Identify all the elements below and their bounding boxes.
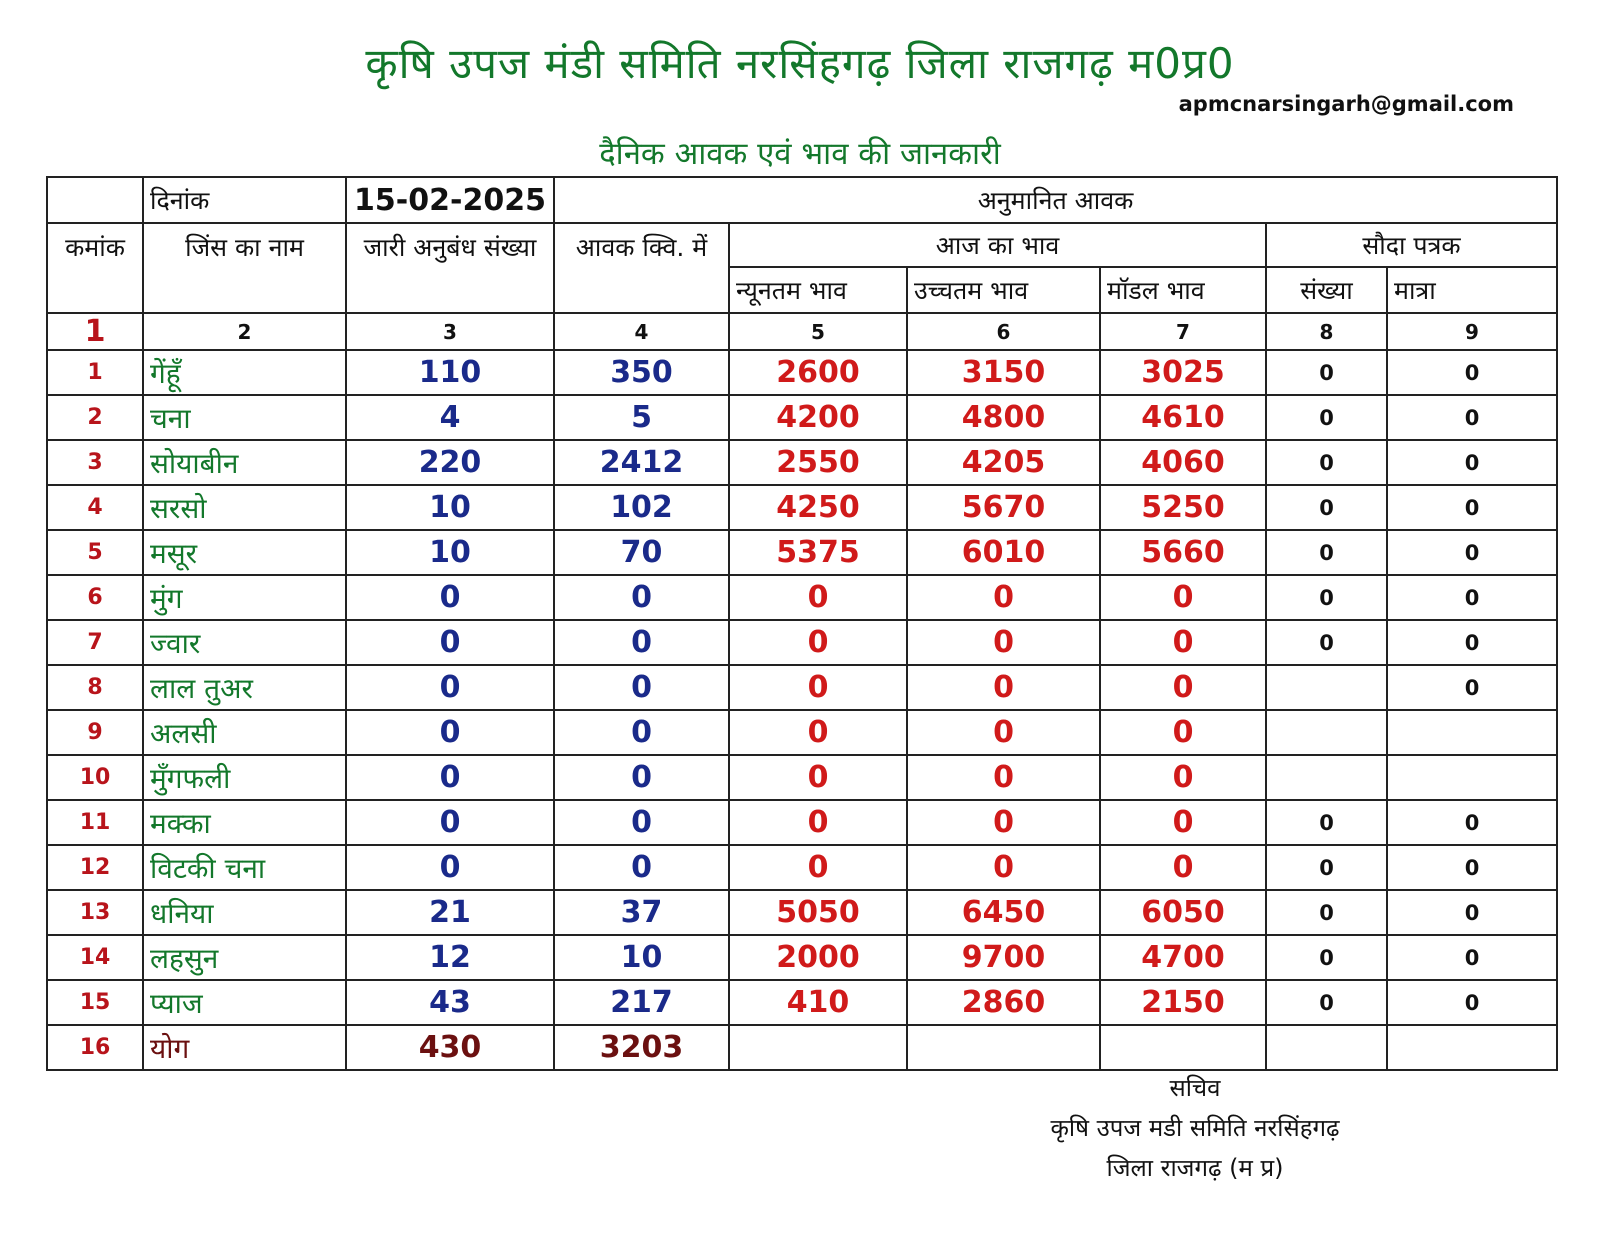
- min-rate: 2000: [729, 935, 907, 980]
- model-rate-header: मॉडल भाव: [1100, 267, 1266, 313]
- deal-count: 0: [1266, 395, 1387, 440]
- deal-quantity: 0: [1387, 485, 1557, 530]
- deal-count: [1266, 710, 1387, 755]
- table-row: [47, 440, 1557, 485]
- serial-number: 6: [47, 575, 143, 620]
- deal-count: 0: [1266, 440, 1387, 485]
- total-serial-number: 16: [47, 1025, 143, 1070]
- table-row: [47, 980, 1557, 1025]
- serial-number: 3: [47, 440, 143, 485]
- max-rate: 6450: [907, 890, 1100, 935]
- deal-count: [1266, 665, 1387, 710]
- contracts-count: 4: [346, 395, 554, 440]
- arrival-quantity: 102: [554, 485, 729, 530]
- contracts-header: जारी अनुबंध संख्या: [346, 223, 554, 313]
- rates-table: [46, 176, 1558, 1071]
- crop-name: मसूर: [143, 530, 346, 575]
- arrival-quantity: 0: [554, 620, 729, 665]
- report-subtitle: दैनिक आवक एवं भाव की जानकारी: [599, 136, 1001, 172]
- blank-header-cell: [47, 177, 143, 223]
- contracts-count: 0: [346, 575, 554, 620]
- arrival-quantity: 0: [554, 665, 729, 710]
- deal-count: 0: [1266, 530, 1387, 575]
- model-rate: 3025: [1100, 350, 1266, 395]
- crop-name: मुँगफली: [143, 755, 346, 800]
- deal-sheet-header: सौदा पत्रक: [1266, 223, 1557, 267]
- crop-name: धनिया: [143, 890, 346, 935]
- min-rate: 5050: [729, 890, 907, 935]
- deal-quantity: 0: [1387, 935, 1557, 980]
- deal-count: 0: [1266, 575, 1387, 620]
- deal-count: 0: [1266, 890, 1387, 935]
- crop-name: अलसी: [143, 710, 346, 755]
- model-rate: 0: [1100, 800, 1266, 845]
- table-row: [47, 935, 1557, 980]
- arrival-quantity: 0: [554, 755, 729, 800]
- quantity-header: मात्रा: [1387, 267, 1557, 313]
- page-title: कृषि उपज मंडी समिति नरसिंहगढ़ जिला राजगढ़ म0प्र0: [365, 39, 1235, 88]
- empty-cell: [1266, 1025, 1387, 1070]
- deal-count: 0: [1266, 980, 1387, 1025]
- serial-number: 15: [47, 980, 143, 1025]
- model-rate: 5250: [1100, 485, 1266, 530]
- contracts-count: 0: [346, 755, 554, 800]
- deal-count: 0: [1266, 620, 1387, 665]
- deal-quantity: [1387, 755, 1557, 800]
- min-rate: 5375: [729, 530, 907, 575]
- crop-name: गेंहूँ: [143, 350, 346, 395]
- min-rate: 0: [729, 755, 907, 800]
- arrival-quantity: 0: [554, 800, 729, 845]
- date-label: दिनांक: [143, 177, 346, 223]
- contracts-count: 110: [346, 350, 554, 395]
- model-rate: 4610: [1100, 395, 1266, 440]
- total-label: योग: [143, 1025, 346, 1070]
- contracts-count: 21: [346, 890, 554, 935]
- column-number: 5: [729, 313, 907, 350]
- deal-quantity: 0: [1387, 575, 1557, 620]
- total-row: [47, 1025, 1557, 1070]
- min-rate-header: न्यूनतम भाव: [729, 267, 907, 313]
- min-rate: 0: [729, 620, 907, 665]
- crop-name: मुंग: [143, 575, 346, 620]
- deal-count: [1266, 755, 1387, 800]
- contracts-count: 220: [346, 440, 554, 485]
- deal-count: 0: [1266, 800, 1387, 845]
- min-rate: 0: [729, 665, 907, 710]
- model-rate: 0: [1100, 665, 1266, 710]
- deal-quantity: 0: [1387, 665, 1557, 710]
- model-rate: 5660: [1100, 530, 1266, 575]
- total-contracts: 430: [346, 1025, 554, 1070]
- arrival-quantity: 70: [554, 530, 729, 575]
- max-rate: 0: [907, 575, 1100, 620]
- table-row: [47, 575, 1557, 620]
- model-rate: 4700: [1100, 935, 1266, 980]
- serial-number: 1: [47, 350, 143, 395]
- arrival-quantity: 0: [554, 710, 729, 755]
- column-number: 1: [47, 313, 143, 350]
- max-rate: 0: [907, 710, 1100, 755]
- max-rate: 5670: [907, 485, 1100, 530]
- max-rate-header: उच्चतम भाव: [907, 267, 1100, 313]
- crop-name: लाल तुअर: [143, 665, 346, 710]
- serial-number: 10: [47, 755, 143, 800]
- column-number: 9: [1387, 313, 1557, 350]
- todays-rate-header: आज का भाव: [729, 223, 1266, 267]
- crop-name: प्याज: [143, 980, 346, 1025]
- contracts-count: 0: [346, 665, 554, 710]
- min-rate: 0: [729, 710, 907, 755]
- serial-number: 11: [47, 800, 143, 845]
- table-row: [47, 710, 1557, 755]
- model-rate: 0: [1100, 755, 1266, 800]
- serial-number: 2: [47, 395, 143, 440]
- model-rate: 0: [1100, 575, 1266, 620]
- max-rate: 4800: [907, 395, 1100, 440]
- contracts-count: 0: [346, 845, 554, 890]
- deal-count: 0: [1266, 845, 1387, 890]
- model-rate: 2150: [1100, 980, 1266, 1025]
- deal-quantity: 0: [1387, 845, 1557, 890]
- max-rate: 2860: [907, 980, 1100, 1025]
- min-rate: 0: [729, 845, 907, 890]
- table-row: [47, 755, 1557, 800]
- contracts-count: 0: [346, 710, 554, 755]
- signature-block: [960, 1068, 1430, 1188]
- arrival-quantity: 0: [554, 845, 729, 890]
- crop-name: चना: [143, 395, 346, 440]
- max-rate: 0: [907, 845, 1100, 890]
- serial-number: 12: [47, 845, 143, 890]
- contracts-count: 12: [346, 935, 554, 980]
- max-rate: 4205: [907, 440, 1100, 485]
- table-row: [47, 890, 1557, 935]
- table-row: [47, 845, 1557, 890]
- serial-number: 9: [47, 710, 143, 755]
- table-row: [47, 620, 1557, 665]
- deal-quantity: 0: [1387, 980, 1557, 1025]
- arrival-quantity: 10: [554, 935, 729, 980]
- max-rate: 0: [907, 800, 1100, 845]
- signature-office: कृषि उपज मडी समिति नरसिंहगढ़: [1050, 1114, 1340, 1142]
- arrival-quantity: 37: [554, 890, 729, 935]
- arrival-header: आवक क्वि. में: [554, 223, 729, 313]
- arrival-quantity: 0: [554, 575, 729, 620]
- table-row: [47, 485, 1557, 530]
- serial-number: 4: [47, 485, 143, 530]
- serial-number: 14: [47, 935, 143, 980]
- min-rate: 4200: [729, 395, 907, 440]
- max-rate: 9700: [907, 935, 1100, 980]
- model-rate: 0: [1100, 845, 1266, 890]
- count-header: संख्या: [1266, 267, 1387, 313]
- max-rate: 6010: [907, 530, 1100, 575]
- deal-count: 0: [1266, 935, 1387, 980]
- contracts-count: 10: [346, 530, 554, 575]
- contracts-count: 10: [346, 485, 554, 530]
- column-number-row: [47, 313, 1557, 350]
- serial-number: 13: [47, 890, 143, 935]
- deal-quantity: 0: [1387, 530, 1557, 575]
- table-row: [47, 800, 1557, 845]
- serial-header: कमांक: [47, 223, 143, 313]
- crop-name: मक्का: [143, 800, 346, 845]
- model-rate: 0: [1100, 620, 1266, 665]
- crop-name: ज्वार: [143, 620, 346, 665]
- deal-quantity: 0: [1387, 620, 1557, 665]
- serial-number: 8: [47, 665, 143, 710]
- table-row: [47, 395, 1557, 440]
- empty-cell: [1387, 1025, 1557, 1070]
- min-rate: 4250: [729, 485, 907, 530]
- table-row: [47, 665, 1557, 710]
- deal-quantity: 0: [1387, 395, 1557, 440]
- estimated-arrival-header: अनुमानित आवक: [554, 177, 1557, 223]
- signature-district: जिला राजगढ़ (म प्र): [1106, 1154, 1284, 1182]
- crop-name: लहसुन: [143, 935, 346, 980]
- arrival-quantity: 350: [554, 350, 729, 395]
- column-number: 2: [143, 313, 346, 350]
- column-number: 6: [907, 313, 1100, 350]
- min-rate: 2550: [729, 440, 907, 485]
- column-number: 4: [554, 313, 729, 350]
- empty-cell: [1100, 1025, 1266, 1070]
- serial-number: 7: [47, 620, 143, 665]
- min-rate: 410: [729, 980, 907, 1025]
- crop-name: सोयाबीन: [143, 440, 346, 485]
- min-rate: 2600: [729, 350, 907, 395]
- deal-count: 0: [1266, 350, 1387, 395]
- deal-quantity: 0: [1387, 800, 1557, 845]
- model-rate: 6050: [1100, 890, 1266, 935]
- deal-quantity: [1387, 710, 1557, 755]
- column-number: 3: [346, 313, 554, 350]
- arrival-quantity: 217: [554, 980, 729, 1025]
- max-rate: 3150: [907, 350, 1100, 395]
- column-number: 8: [1266, 313, 1387, 350]
- min-rate: 0: [729, 800, 907, 845]
- min-rate: 0: [729, 575, 907, 620]
- crop-name: सरसो: [143, 485, 346, 530]
- empty-cell: [729, 1025, 907, 1070]
- signature-title: सचिव: [1169, 1074, 1221, 1102]
- empty-cell: [907, 1025, 1100, 1070]
- arrival-quantity: 5: [554, 395, 729, 440]
- deal-quantity: 0: [1387, 350, 1557, 395]
- deal-count: 0: [1266, 485, 1387, 530]
- max-rate: 0: [907, 620, 1100, 665]
- email-address: apmcnarsingarh@gmail.com: [1178, 92, 1514, 116]
- contracts-count: 0: [346, 620, 554, 665]
- contracts-count: 43: [346, 980, 554, 1025]
- total-arrival: 3203: [554, 1025, 729, 1070]
- report-date: 15-02-2025: [346, 177, 554, 223]
- max-rate: 0: [907, 665, 1100, 710]
- table-row: [47, 350, 1557, 395]
- max-rate: 0: [907, 755, 1100, 800]
- deal-quantity: 0: [1387, 890, 1557, 935]
- model-rate: 4060: [1100, 440, 1266, 485]
- serial-number: 5: [47, 530, 143, 575]
- deal-quantity: 0: [1387, 440, 1557, 485]
- column-number: 7: [1100, 313, 1266, 350]
- table-row: [47, 530, 1557, 575]
- model-rate: 0: [1100, 710, 1266, 755]
- crop-name-header: जिंस का नाम: [143, 223, 346, 313]
- crop-name: विटकी चना: [143, 845, 346, 890]
- contracts-count: 0: [346, 800, 554, 845]
- arrival-quantity: 2412: [554, 440, 729, 485]
